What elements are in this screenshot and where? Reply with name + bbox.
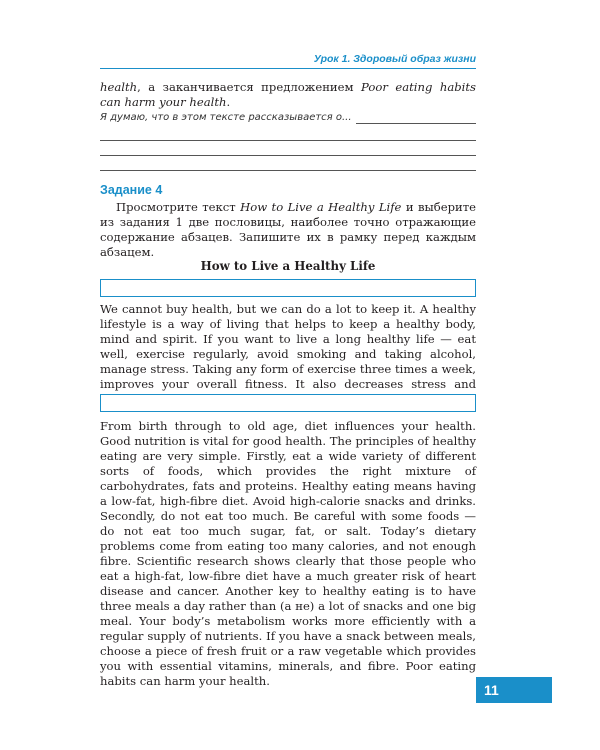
answer-prompt: Я думаю, что в этом тексте рассказывается о... bbox=[100, 111, 356, 124]
paragraph-2-text: From birth through to old age, diet influences your health. Good nutrition is vital for good health. The principles of healthy eating are very simple. Firstly, eat a wide variety of different sorts of foods, which provides the right mixture of carbohydrates, fats and proteins. Healthy eating means having a low-fat, high-fibre diet. Avoid high-calorie snacks and drinks. Secondly, do not eat too much. Be careful with some foods — do not eat too much sugar, fat, or salt. Today’s dietary problems come from eating too many calories, and not enough fibre. Scientific research shows clearly that those people who eat a high-fat, low-fibre diet have a much greater risk of heart disease and cancer. Another key to healthy eating is to have three meals a day rather than (а не) a lot of snacks and one big meal. Your body’s metabolism works more efficiently with a regular supply of nutrients. If you have a snack between meals, choose a piece of fresh fruit or a raw vegetable which provides you with essential vitamins, minerals, and fibre. Poor eating habits can harm your health. bbox=[100, 419, 476, 688]
answer-line-2[interactable] bbox=[100, 140, 476, 141]
answer-line-3[interactable] bbox=[100, 155, 476, 156]
lesson-header: Урок 1. Здоровый образ жизни bbox=[100, 52, 476, 69]
continuation-end: . bbox=[226, 95, 231, 109]
task-instructions bbox=[100, 200, 476, 260]
page-number-badge: 11 bbox=[476, 677, 552, 703]
task-title: Задание 4 bbox=[100, 183, 163, 197]
proverb-answer-box-2[interactable] bbox=[100, 394, 476, 412]
previous-task-continuation bbox=[100, 80, 476, 110]
paragraph-1-text: We cannot buy health, but we can do a lot to keep it. A healthy lifestyle is a way of living that helps to keep a healthy body, mind and spirit. If you want to live a long healthy life — eat well, exercise regularly, avoid smoking and taking alcohol, manage stress. Taking any form of exercise three times a week, improves your overall fitness. It also decreases stress and bbox=[100, 302, 476, 391]
article-paragraph-2 bbox=[100, 419, 476, 689]
proverb-answer-box-1[interactable] bbox=[100, 279, 476, 297]
task-text-before: Просмотрите текст bbox=[116, 200, 241, 214]
answer-line-4[interactable] bbox=[100, 170, 476, 171]
article-title: How to Live a Healthy Life bbox=[200, 259, 376, 273]
task-text-italic: How to Live a Healthy Life bbox=[240, 200, 402, 214]
continuation-text: , а заканчивается предложением bbox=[137, 80, 362, 94]
article-paragraph-1 bbox=[100, 302, 476, 407]
task-text-after: и выберите из задания 1 две пословицы, наиболее точно отражающие содержание абзацев. Запишите их в рамку перед каждым абзацем. bbox=[100, 200, 477, 259]
continuation-italic-health: health bbox=[100, 80, 138, 94]
continuation-italic-sentence: Poor eating habits can harm your health bbox=[100, 80, 476, 109]
